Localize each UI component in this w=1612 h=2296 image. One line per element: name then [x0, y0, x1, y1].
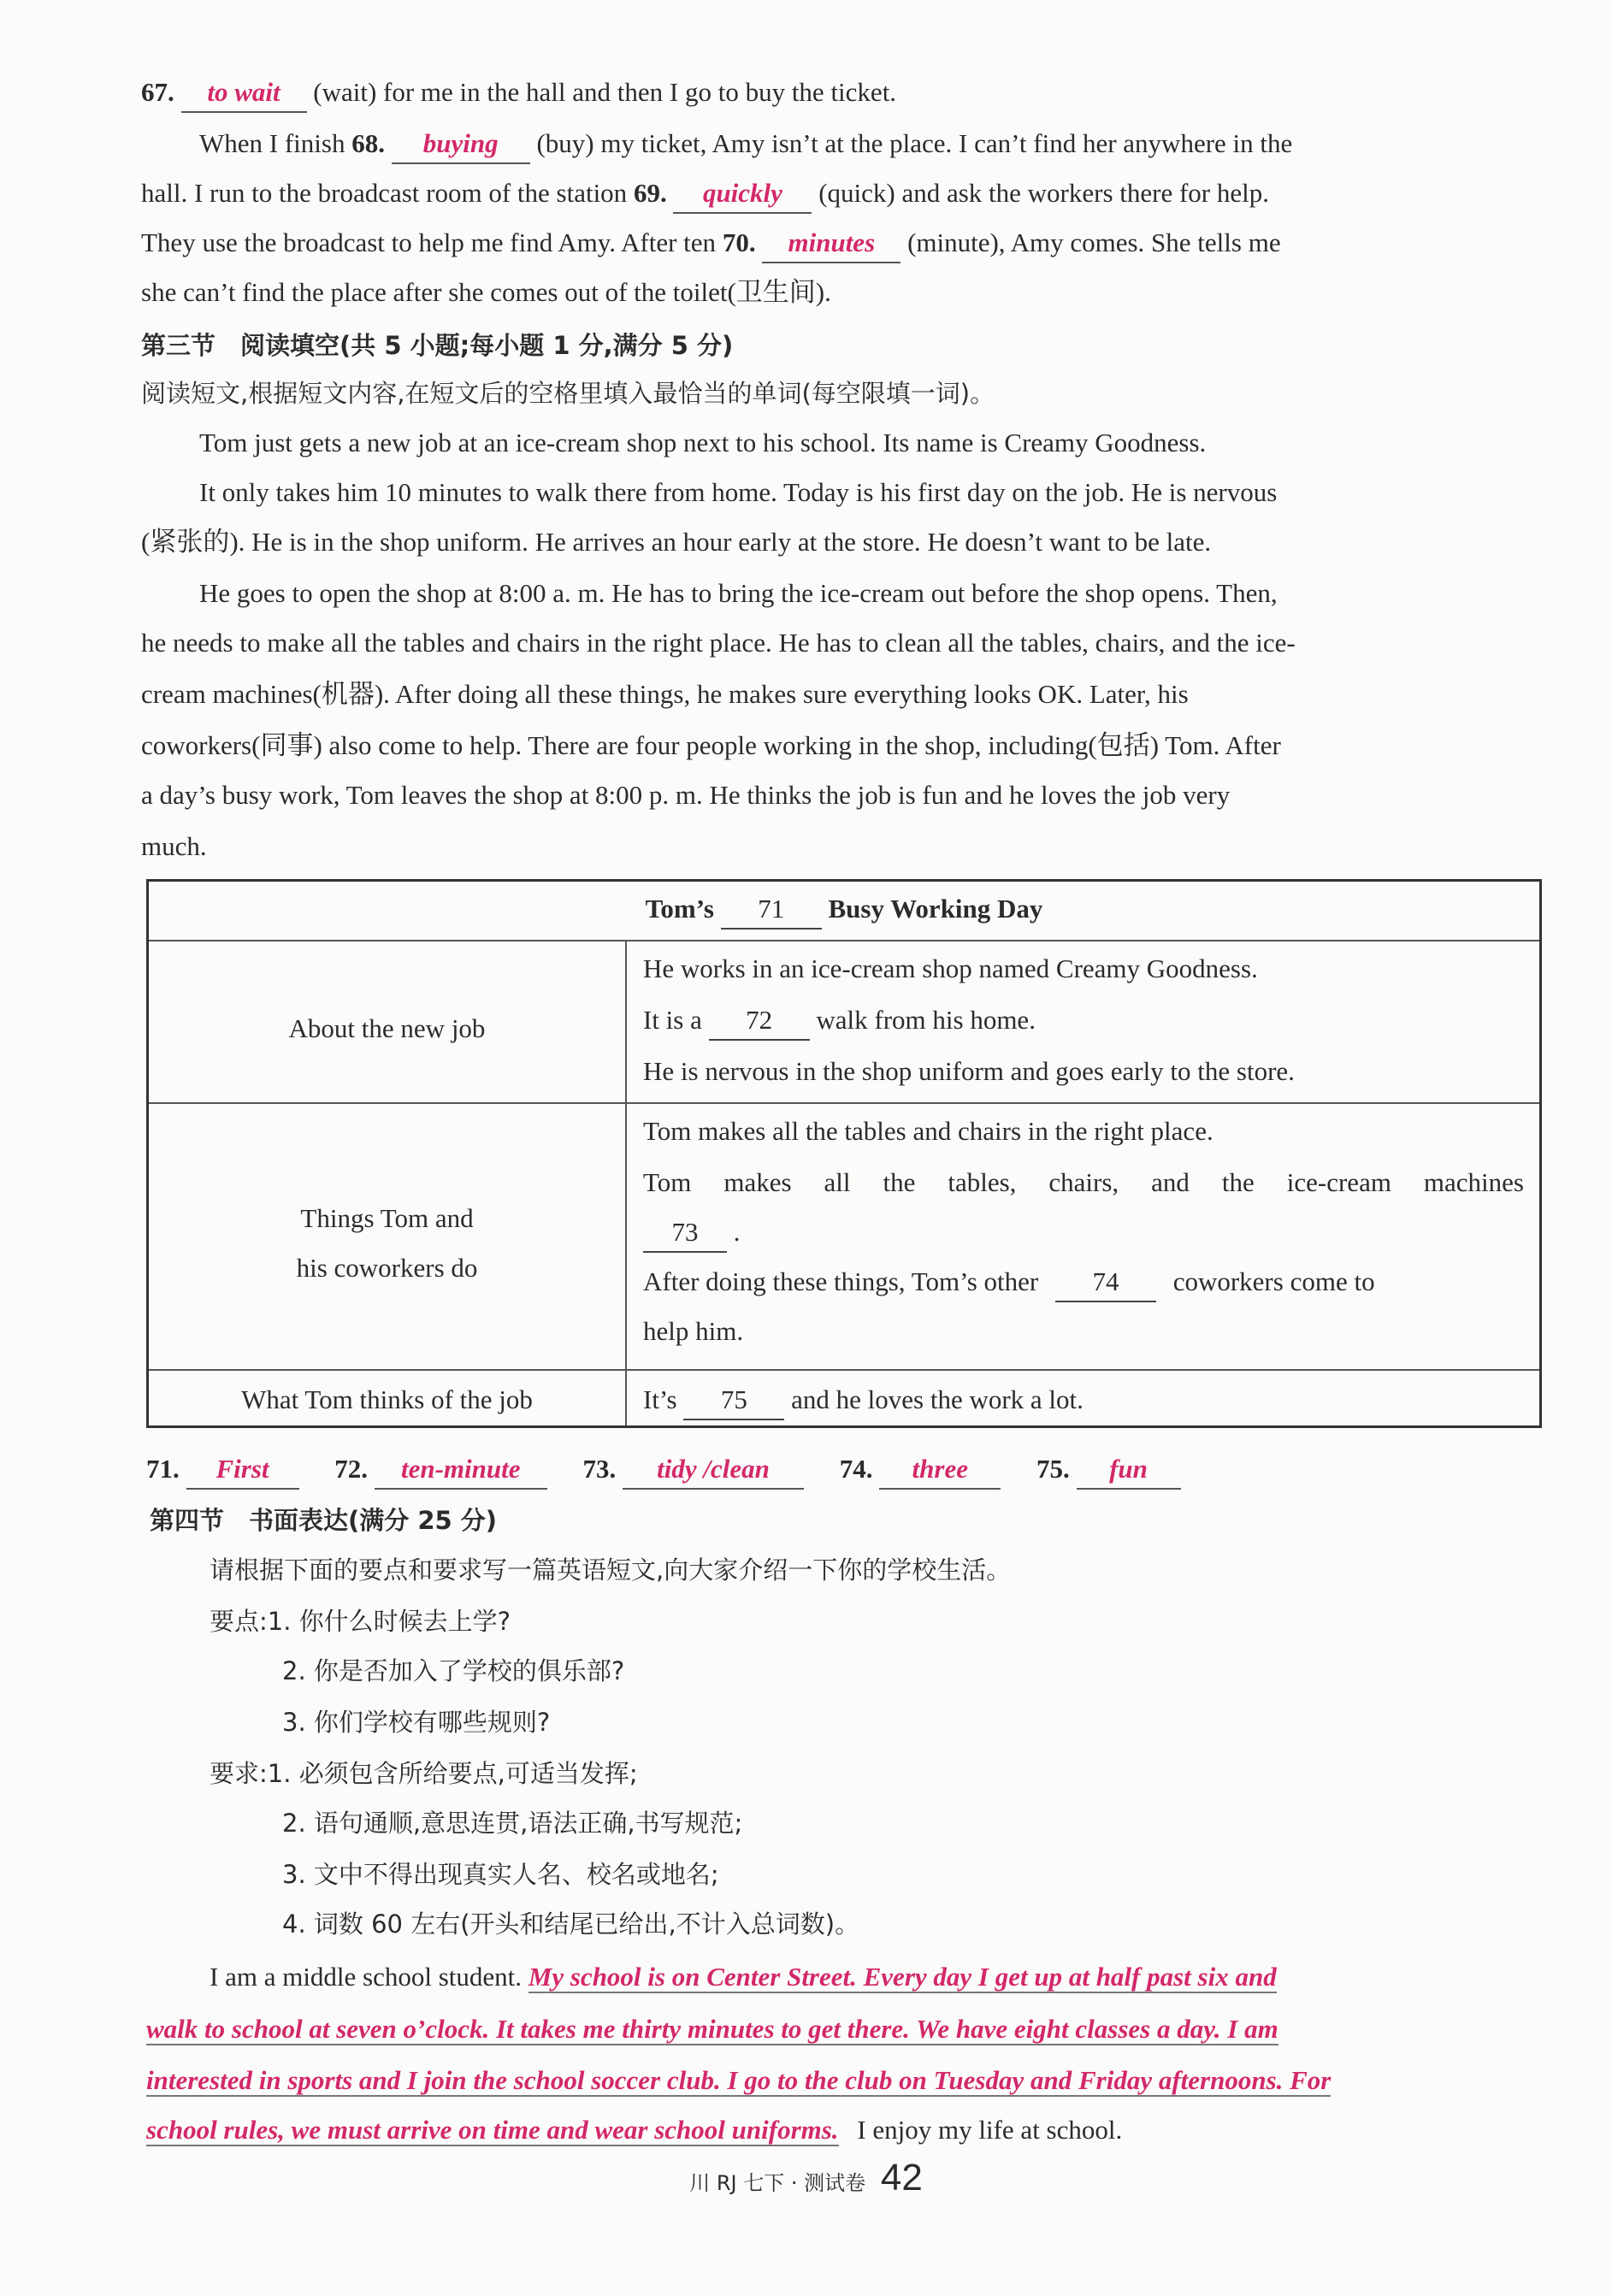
p2-text: hall. I run to the broadcast room of the station	[141, 178, 628, 208]
q73-number: 73.	[582, 1454, 617, 1484]
passage-line-7: coworkers(同事) also come to help. There are four people working in the shop, including(包括) Tom. After	[141, 730, 1281, 760]
requirements-4: 4. 词数 60 左右(开头和结尾已给出,不计入总词数)。	[282, 1909, 860, 1939]
row2-label-1: Things Tom and	[300, 1203, 474, 1233]
answers-line	[146, 1450, 1544, 1490]
page-number: 42	[880, 2157, 923, 2199]
blank-71: 71	[721, 890, 822, 930]
essay-handwriting-2: walk to school at seven o’clock. It takes me thirty minutes to get there. We have eight classes a day. I am	[146, 2014, 1278, 2044]
passage-line-3: (紧张的). He is in the shop uniform. He arrives an hour early at the store. He doesn’t want to be late.	[141, 527, 1212, 557]
p2-text: (buy) my ticket, Amy isn’t at the place. I can’t find her anywhere in the	[536, 128, 1293, 158]
requirements-3: 3. 文中不得出现真实人名、校名或地名;	[282, 1860, 719, 1889]
q69-answer: quickly	[673, 174, 812, 214]
row2-line-3	[643, 1213, 1524, 1253]
essay-start: I am a middle school student.	[210, 1962, 523, 1992]
essay-end: I enjoy my life at school.	[857, 2115, 1123, 2145]
q74-number: 74.	[839, 1454, 873, 1484]
table-title	[149, 890, 1539, 930]
row2-line-2: Tom makes all the tables, chairs, and the ice-cream machines	[643, 1167, 1524, 1197]
table-divider	[149, 940, 1539, 941]
row1-line-1: He works in an ice-cream shop named Creamy Goodness.	[643, 953, 1258, 983]
row2-text: After doing these things, Tom’s other	[643, 1266, 1039, 1296]
row2-label-2: his coworkers do	[296, 1253, 478, 1283]
blank-72: 72	[709, 1001, 810, 1041]
q69-number: 69.	[633, 178, 667, 208]
p2-text: (minute), Amy comes. She tells me	[907, 227, 1281, 257]
passage-line-9: much.	[141, 831, 207, 861]
q67-text: (wait) for me in the hall and then I go to buy the ticket.	[313, 77, 897, 107]
q71-answer: First	[186, 1450, 299, 1490]
points-1: 要点:1. 你什么时候去上学?	[210, 1607, 511, 1636]
q67-number: 67.	[141, 77, 174, 107]
p2-line-4: she can’t find the place after she comes out of the toilet(卫生间).	[141, 277, 831, 307]
row2-line-1: Tom makes all the tables and chairs in the right place.	[643, 1116, 1213, 1146]
q75-answer: fun	[1077, 1450, 1181, 1490]
q68-number: 68.	[351, 128, 385, 158]
p2-text: (quick) and ask the workers there for help.	[818, 178, 1269, 208]
table-column-divider	[625, 940, 627, 1425]
q73-answer: tidy /clean	[623, 1450, 804, 1490]
section4-title: 第四节 书面表达(满分 25 分)	[150, 1506, 498, 1535]
q68-answer: buying	[392, 125, 530, 164]
row3-line	[643, 1381, 1524, 1420]
section3-title: 第三节 阅读填空(共 5 小题;每小题 1 分,满分 5 分)	[141, 331, 734, 360]
row1-line-3: He is nervous in the shop uniform and goes early to the store.	[643, 1056, 1295, 1086]
q70-answer: minutes	[762, 224, 900, 263]
footer-label: 川 RJ 七下 · 测试卷	[689, 2171, 866, 2195]
p2-text: When I finish	[199, 128, 345, 158]
row1-text: walk from his home.	[816, 1005, 1036, 1035]
q67-answer: to wait	[181, 74, 307, 113]
passage-line-8: a day’s busy work, Tom leaves the shop at 8:00 p. m. He thinks the job is fun and he loves the job very	[141, 780, 1231, 810]
table-title-text: Tom’s	[645, 894, 714, 924]
table-divider	[149, 1102, 1539, 1104]
q71-number: 71.	[146, 1454, 180, 1484]
q72-number: 72.	[334, 1454, 368, 1484]
requirements-1: 要求:1. 必须包含所给要点,可适当发挥;	[210, 1759, 638, 1788]
blank-74: 74	[1055, 1263, 1156, 1302]
blank-75: 75	[683, 1381, 784, 1420]
summary-table	[146, 879, 1542, 1428]
row3-text: It’s	[643, 1384, 677, 1414]
points-3: 3. 你们学校有哪些规则?	[282, 1708, 551, 1737]
row2-line-5: help him.	[643, 1316, 744, 1346]
q74-answer: three	[879, 1450, 1001, 1490]
passage-line-2: It only takes him 10 minutes to walk there from home. Today is his first day on the job. He is nervous	[199, 477, 1278, 507]
essay-line-3	[146, 2059, 1331, 2102]
points-2: 2. 你是否加入了学校的俱乐部?	[282, 1656, 625, 1685]
blank-73: 73	[643, 1213, 727, 1253]
row2-text: .	[733, 1217, 741, 1247]
section3-instruction: 阅读短文,根据短文内容,在短文后的空格里填入最恰当的单词(每空限填一词)。	[141, 379, 995, 408]
q75-number: 75.	[1036, 1454, 1070, 1484]
row2-line-4	[643, 1263, 1524, 1302]
q67-line	[141, 74, 1544, 113]
passage-line-5: he needs to make all the tables and chairs in the right place. He has to clean all the tables, chairs, and the ice-	[141, 628, 1296, 658]
passage-line-1: Tom just gets a new job at an ice-cream shop next to his school. Its name is Creamy Goodness.	[199, 428, 1207, 457]
p2-line-1	[199, 125, 1544, 164]
essay-handwriting-4: school rules, we must arrive on time and wear school uniforms.	[146, 2115, 839, 2145]
p2-text: They use the broadcast to help me find Amy. After ten	[141, 227, 717, 257]
p2-line-3	[141, 224, 1544, 263]
row1-label: About the new job	[288, 1013, 486, 1043]
essay-line-1	[210, 1958, 1544, 1996]
q70-number: 70.	[722, 227, 756, 257]
passage-line-4: He goes to open the shop at 8:00 a. m. He has to bring the ice-cream out before the shop opens. Then,	[199, 578, 1278, 608]
essay-handwriting-1: My school is on Center Street. Every day I get up at half past six and	[528, 1962, 1277, 1992]
essay-line-2	[146, 2008, 1278, 2051]
essay-line-4	[146, 2109, 1122, 2151]
table-divider	[149, 1369, 1539, 1371]
table-title-text: Busy Working Day	[828, 894, 1043, 924]
section4-prompt: 请根据下面的要点和要求写一篇英语短文,向大家介绍一下你的学校生活。	[210, 1555, 1012, 1585]
row1-line-2	[643, 1001, 1524, 1041]
requirements-2: 2. 语句通顺,意思连贯,语法正确,书写规范;	[282, 1809, 743, 1838]
page-footer	[0, 2157, 1612, 2199]
essay-handwriting-3: interested in sports and I join the school soccer club. I go to the club on Tuesday and Friday afternoons. For	[146, 2065, 1332, 2095]
row3-text: and he loves the work a lot.	[791, 1384, 1084, 1414]
row3-label: What Tom thinks of the job	[241, 1384, 533, 1414]
q72-answer: ten-minute	[375, 1450, 547, 1490]
passage-line-6: cream machines(机器). After doing all these things, he makes sure everything looks OK. Later, his	[141, 679, 1189, 709]
p2-line-2	[141, 174, 1544, 214]
row1-text: It is a	[643, 1005, 702, 1035]
row2-text: coworkers come to	[1172, 1266, 1375, 1296]
